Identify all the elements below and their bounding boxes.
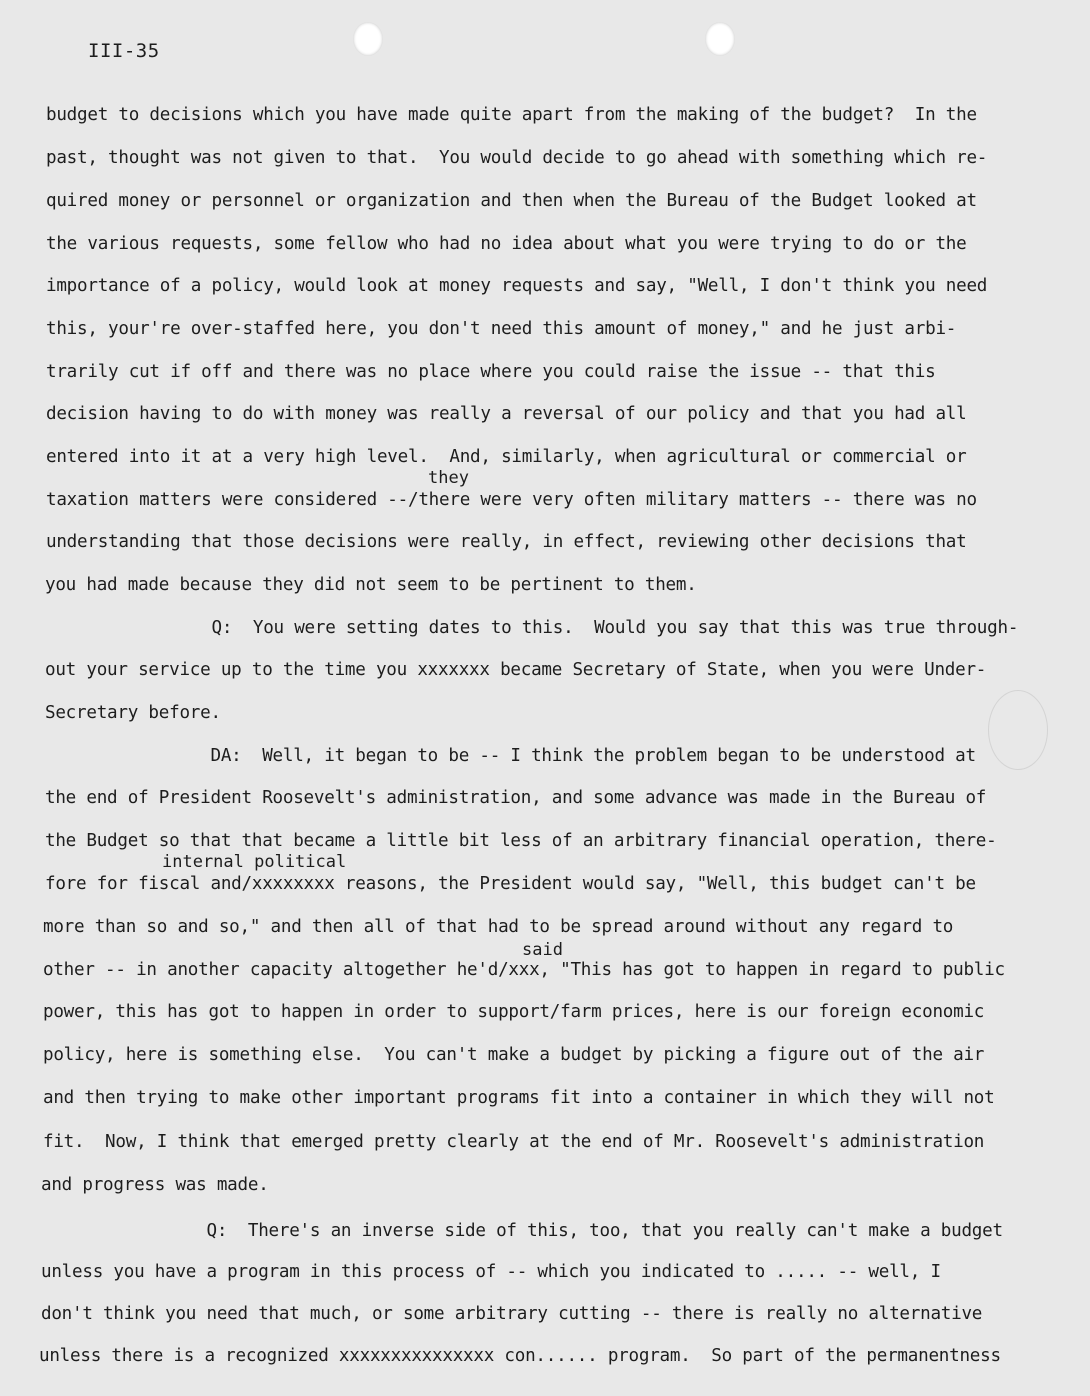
text-line: importance of a policy, would look at money requests and say, "Well, I don't think you need: [46, 276, 988, 296]
text-line: fit. Now, I think that emerged pretty clearly at the end of Mr. Roosevelt's administration: [43, 1132, 985, 1152]
text-line: DA: Well, it began to be -- I think the problem began to be understood at: [45, 746, 976, 766]
text-line: out your service up to the time you xxxxxxx became Secretary of State, when you were Under-: [45, 660, 987, 680]
text-line: past, thought was not given to that. You would decide to go ahead with something which re-: [46, 148, 988, 168]
handwritten-insertion: internal political: [162, 852, 347, 872]
text-line: taxation matters were considered --/there were very often military matters -- there was no: [46, 490, 977, 510]
text-line: you had made because they did not seem to be pertinent to them.: [45, 575, 697, 595]
text-line: understanding that those decisions were really, in effect, reviewing other decisions that: [46, 532, 967, 552]
handwritten-insertion: said: [522, 940, 563, 960]
page-number: III-35: [88, 40, 160, 62]
text-line: Q: You were setting dates to this. Would you say that this was true through-: [46, 618, 1019, 638]
text-line: Q: There's an inverse side of this, too, that you really can't make a budget: [41, 1221, 1003, 1241]
library-stamp: [988, 690, 1048, 770]
text-line: Secretary before.: [45, 703, 221, 723]
text-line: the various requests, some fellow who had no idea about what you were trying to do or the: [46, 234, 967, 254]
text-line: don't think you need that much, or some arbitrary cutting -- there is really no alternative: [41, 1304, 983, 1324]
text-line: decision having to do with money was really a reversal of our policy and that you had all: [46, 404, 967, 424]
text-line: unless you have a program in this process of -- which you indicated to ..... -- well, I: [41, 1262, 941, 1282]
text-line: trarily cut if off and there was no place where you could raise the issue -- that this: [46, 362, 936, 382]
text-line: unless there is a recognized xxxxxxxxxxxxxxx con...... program. So part of the permanentness: [39, 1346, 1001, 1366]
text-line: and then trying to make other important programs fit into a container in which they will not: [43, 1088, 995, 1108]
text-line: fore for fiscal and/xxxxxxxx reasons, the President would say, "Well, this budget can't be: [45, 874, 976, 894]
text-line: policy, here is something else. You can't make a budget by picking a figure out of the air: [43, 1045, 985, 1065]
text-line: the end of President Roosevelt's administration, and some advance was made in the Bureau of: [45, 788, 987, 808]
punch-hole: [705, 22, 735, 56]
text-line: budget to decisions which you have made quite apart from the making of the budget? In the: [46, 105, 977, 125]
handwritten-insertion: they: [428, 468, 469, 488]
text-line: and progress was made.: [41, 1175, 269, 1195]
text-line: power, this has got to happen in order to support/farm prices, here is our foreign economic: [43, 1002, 985, 1022]
text-line: other -- in another capacity altogether he'd/xxx, "This has got to happen in regard to public: [43, 960, 1005, 980]
punch-hole: [353, 22, 383, 56]
text-line: the Budget so that that became a little bit less of an arbitrary financial operation, there-: [45, 831, 997, 851]
text-line: more than so and so," and then all of that had to be spread around without any regard to: [43, 917, 954, 937]
text-line: quired money or personnel or organization and then when the Bureau of the Budget looked at: [46, 191, 977, 211]
text-line: entered into it at a very high level. And, similarly, when agricultural or commercial or: [46, 447, 967, 467]
text-line: this, your're over-staffed here, you don't need this amount of money," and he just arbi-: [46, 319, 957, 339]
